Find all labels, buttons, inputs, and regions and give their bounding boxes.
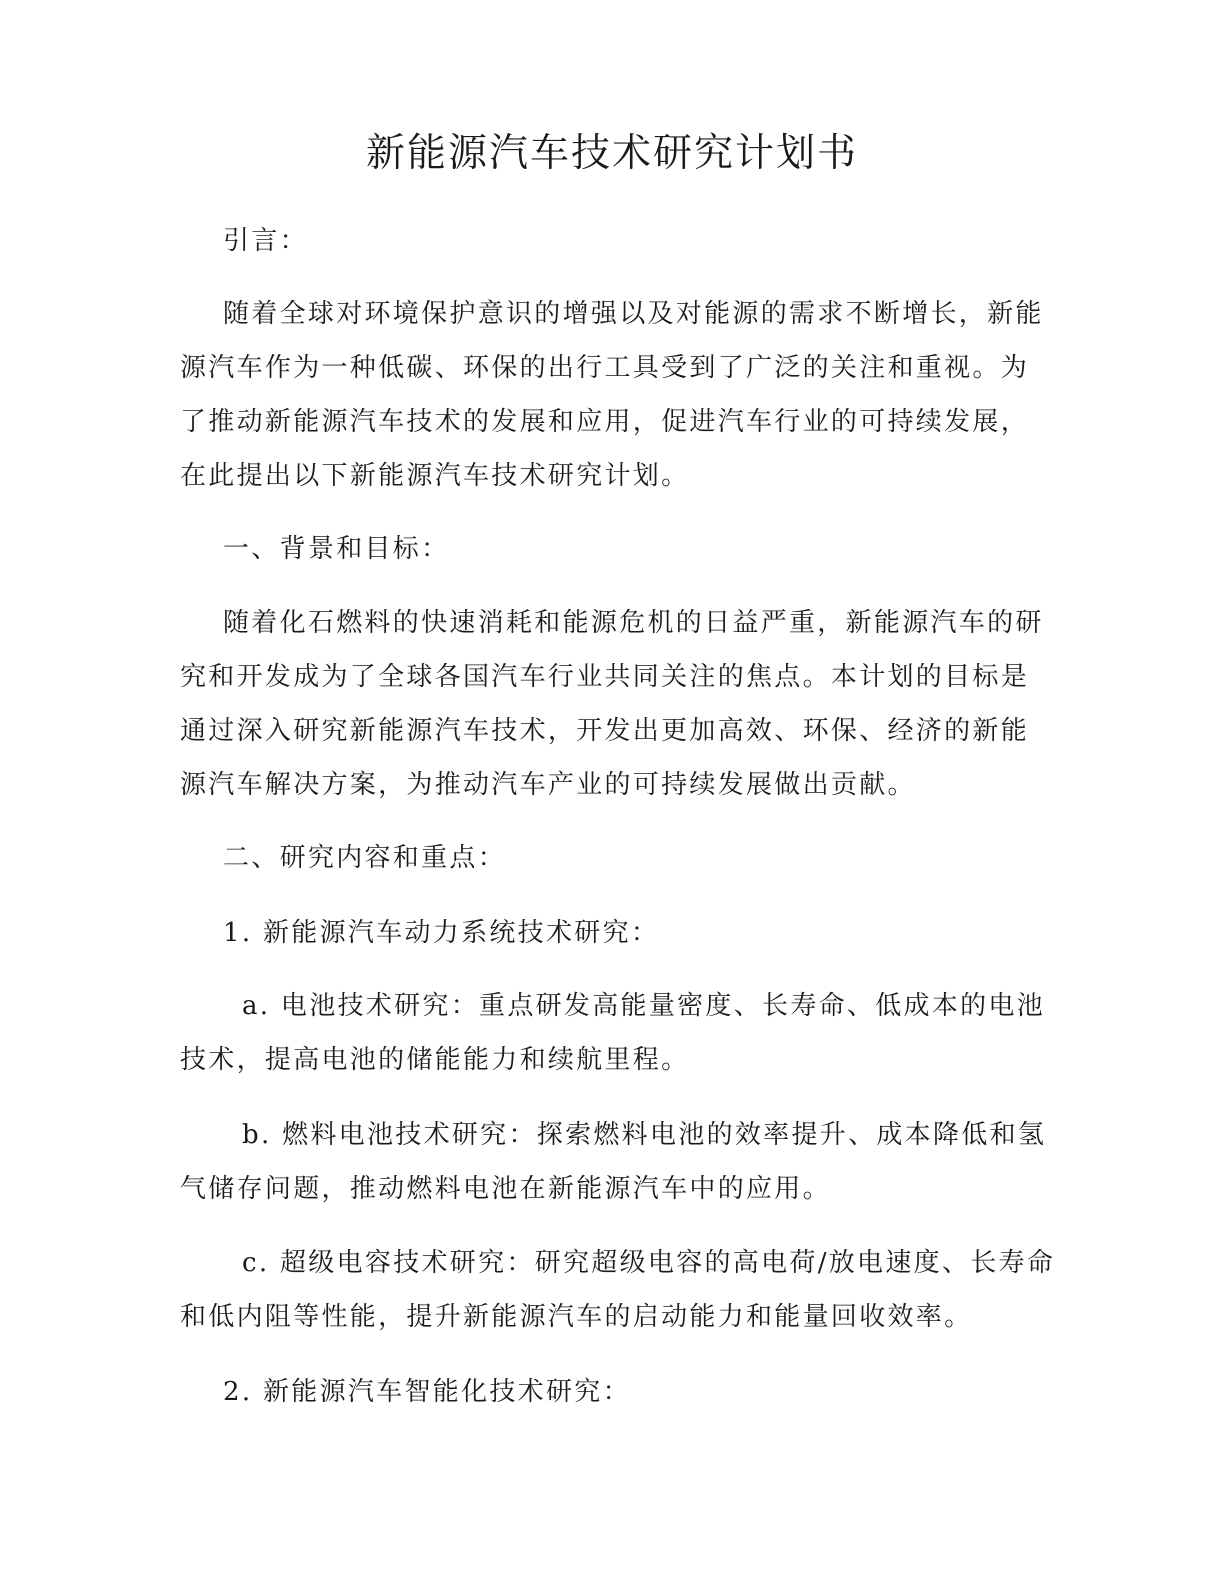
document-title: 新能源汽车技术研究计划书 [365,131,858,176]
item-a-paragraph [180,979,1046,1087]
section1-paragraph [180,596,1044,812]
item2-heading-text: 2. 新能源汽车智能化技术研究： [223,1377,631,1407]
paragraph-line: b. 燃料电池技术研究：探索燃料电池的效率提升、成本降低和氢 [242,1120,1047,1150]
intro-heading-text: 引言： [223,226,308,256]
paragraph-line: 和低内阻等性能，提升新能源汽车的启动能力和能量回收效率。 [180,1302,973,1332]
paragraph-line: c. 超级电容技术研究：研究超级电容的高电荷/放电速度、长寿命 [242,1248,1056,1278]
paragraph-line: 源汽车解决方案，为推动汽车产业的可持续发展做出贡献。 [180,770,916,800]
paragraph-line: 源汽车作为一种低碳、环保的出行工具受到了广泛的关注和重视。为 [180,353,1030,383]
paragraph-line: 了推动新能源汽车技术的发展和应用，促进汽车行业的可持续发展， [180,407,1030,437]
paragraph-line: 随着化石燃料的快速消耗和能源危机的日益严重，新能源汽车的研 [223,608,1044,638]
paragraph-line: 技术，提高电池的储能能力和续航里程。 [180,1045,690,1075]
item-c-paragraph [180,1236,1056,1344]
section1-heading [180,522,1030,576]
paragraph-line: 究和开发成为了全球各国汽车行业共同关注的焦点。本计划的目标是 [180,662,1030,692]
item2-heading [180,1365,1030,1419]
paragraph-line: 随着全球对环境保护意识的增强以及对能源的需求不断增长，新能 [223,299,1044,329]
section2-heading-text: 二、研究内容和重点： [223,843,507,873]
intro-paragraph [180,287,1044,503]
item1-heading-text: 1. 新能源汽车动力系统技术研究： [223,918,660,948]
section2-heading [180,831,1030,885]
paragraph-line: 在此提出以下新能源汽车技术研究计划。 [180,461,690,491]
paragraph-line: a. 电池技术研究：重点研发高能量密度、长寿命、低成本的电池 [242,991,1046,1021]
intro-heading [180,214,1030,268]
section1-heading-text: 一、背景和目标： [223,534,450,564]
paragraph-line: 通过深入研究新能源汽车技术，开发出更加高效、环保、经济的新能 [180,716,1030,746]
item1-heading [180,906,1030,960]
paragraph-line: 气储存问题，推动燃料电池在新能源汽车中的应用。 [180,1174,831,1204]
item-b-paragraph [180,1108,1047,1216]
